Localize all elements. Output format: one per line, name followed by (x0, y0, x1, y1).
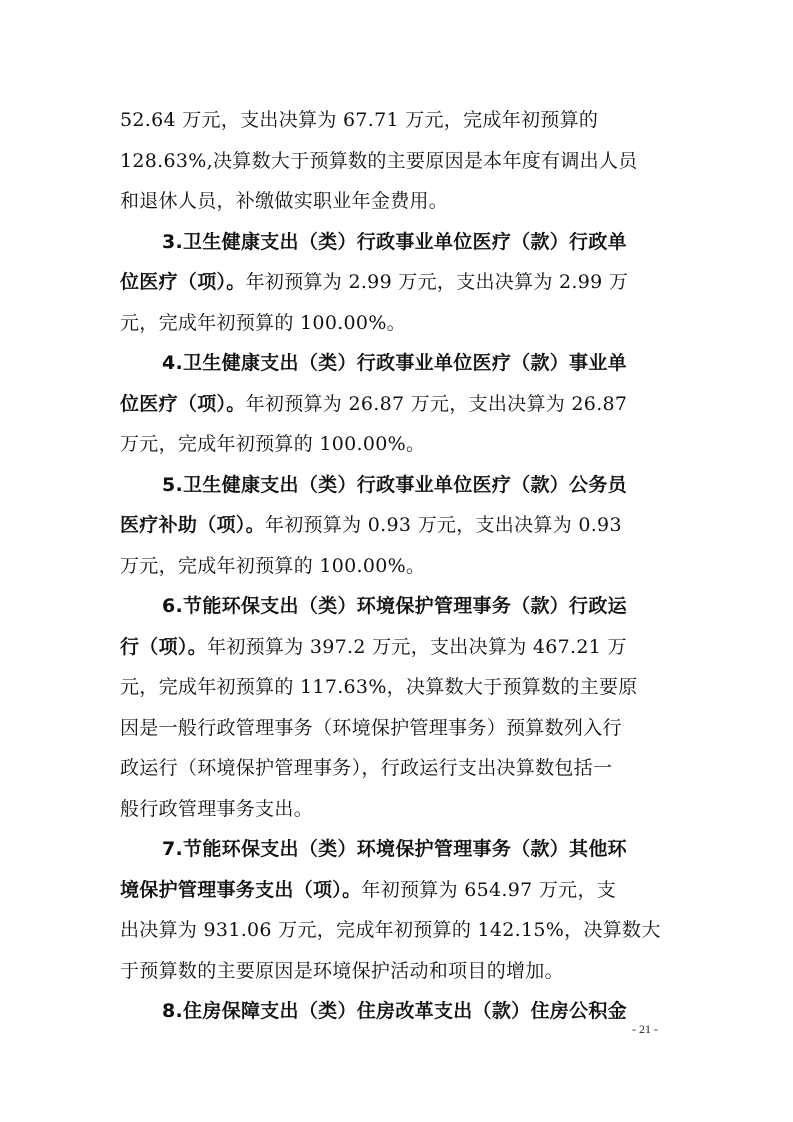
line-text: 因是一般行政管理事务（环境保护管理事务）预算数列入行 (120, 717, 622, 739)
text-line-8 (120, 391, 680, 418)
item-7-heading (162, 836, 722, 863)
text-line-18 (120, 796, 680, 823)
line-bold-text: 位医疗（项）。 (120, 271, 246, 293)
line-bold-text: 3.卫生健康支出（类）行政事业单位医疗（款）行政单 (162, 231, 627, 253)
line-bold-text: 5.卫生健康支出（类）行政事业单位医疗（款）公务员 (162, 474, 627, 496)
line-text: 万元，完成年初预算的 100.00%。 (120, 433, 426, 455)
text-line-14 (120, 634, 680, 661)
line-text: 于预算数的主要原因是环境保护活动和项目的增加。 (120, 960, 564, 982)
text-line-2 (120, 148, 680, 175)
line-bold-text: 行（项）。 (120, 636, 208, 658)
text-line-17 (120, 755, 680, 782)
line-text: 元，完成年初预算的 100.00%。 (120, 312, 406, 334)
text-line-20 (120, 877, 680, 904)
line-text: 出决算为 931.06 万元，完成年初预算的 142.15%，决算数大 (120, 919, 661, 941)
line-text: 年初预算为 2.99 万元，支出决算为 2.99 万 (245, 271, 629, 293)
text-line-12 (120, 553, 680, 580)
text-line-11 (120, 512, 680, 539)
line-text: 元，完成年初预算的 117.63%，决算数大于预算数的主要原 (120, 676, 638, 698)
text-line-21 (120, 917, 680, 944)
item-3-heading (162, 229, 722, 256)
line-bold-text: 6.节能环保支出（类）环境保护管理事务（款）行政运 (162, 595, 627, 617)
line-text: 年初预算为 654.97 万元，支 (361, 879, 617, 901)
line-text: 年初预算为 26.87 万元，支出决算为 26.87 (245, 393, 628, 415)
item-4-heading (162, 350, 722, 377)
line-text: 和退休人员，补缴做实职业年金费用。 (120, 190, 449, 212)
text-line-15 (120, 674, 680, 701)
text-line-1 (120, 107, 680, 134)
line-bold-text: 7.节能环保支出（类）环境保护管理事务（款）其他环 (162, 838, 627, 860)
line-text: 万元，完成年初预算的 100.00%。 (120, 555, 426, 577)
item-5-heading (162, 472, 722, 499)
line-text: 52.64 万元，支出决算为 67.71 万元，完成年初预算的 (120, 109, 599, 131)
line-text: 128.63%,决算数大于预算数的主要原因是本年度有调出人员 (120, 150, 638, 172)
text-line-16 (120, 715, 680, 742)
line-bold-text: 4.卫生健康支出（类）行政事业单位医疗（款）事业单 (162, 352, 627, 374)
item-8-heading (162, 998, 722, 1025)
line-bold-text: 8.住房保障支出（类）住房改革支出（款）住房公积金 (162, 1000, 627, 1022)
text-line-6 (120, 310, 680, 337)
line-bold-text: 医疗补助（项）。 (120, 514, 265, 536)
item-6-heading (162, 593, 722, 620)
line-text: 年初预算为 0.93 万元，支出决算为 0.93 (264, 514, 622, 536)
text-line-9 (120, 431, 680, 458)
line-text: 政运行（环境保护管理事务），行政运行支出决算数包括一 (120, 757, 613, 779)
text-line-5 (120, 269, 680, 296)
line-text: 年初预算为 397.2 万元，支出决算为 467.21 万 (207, 636, 627, 658)
line-bold-text: 境保护管理事务支出（项）。 (120, 879, 362, 901)
text-line-22 (120, 958, 680, 985)
text-line-3 (120, 188, 680, 215)
line-text: 般行政管理事务支出。 (120, 798, 314, 820)
line-bold-text: 位医疗（项）。 (120, 393, 246, 415)
page-number: - 21 - (632, 1022, 658, 1036)
